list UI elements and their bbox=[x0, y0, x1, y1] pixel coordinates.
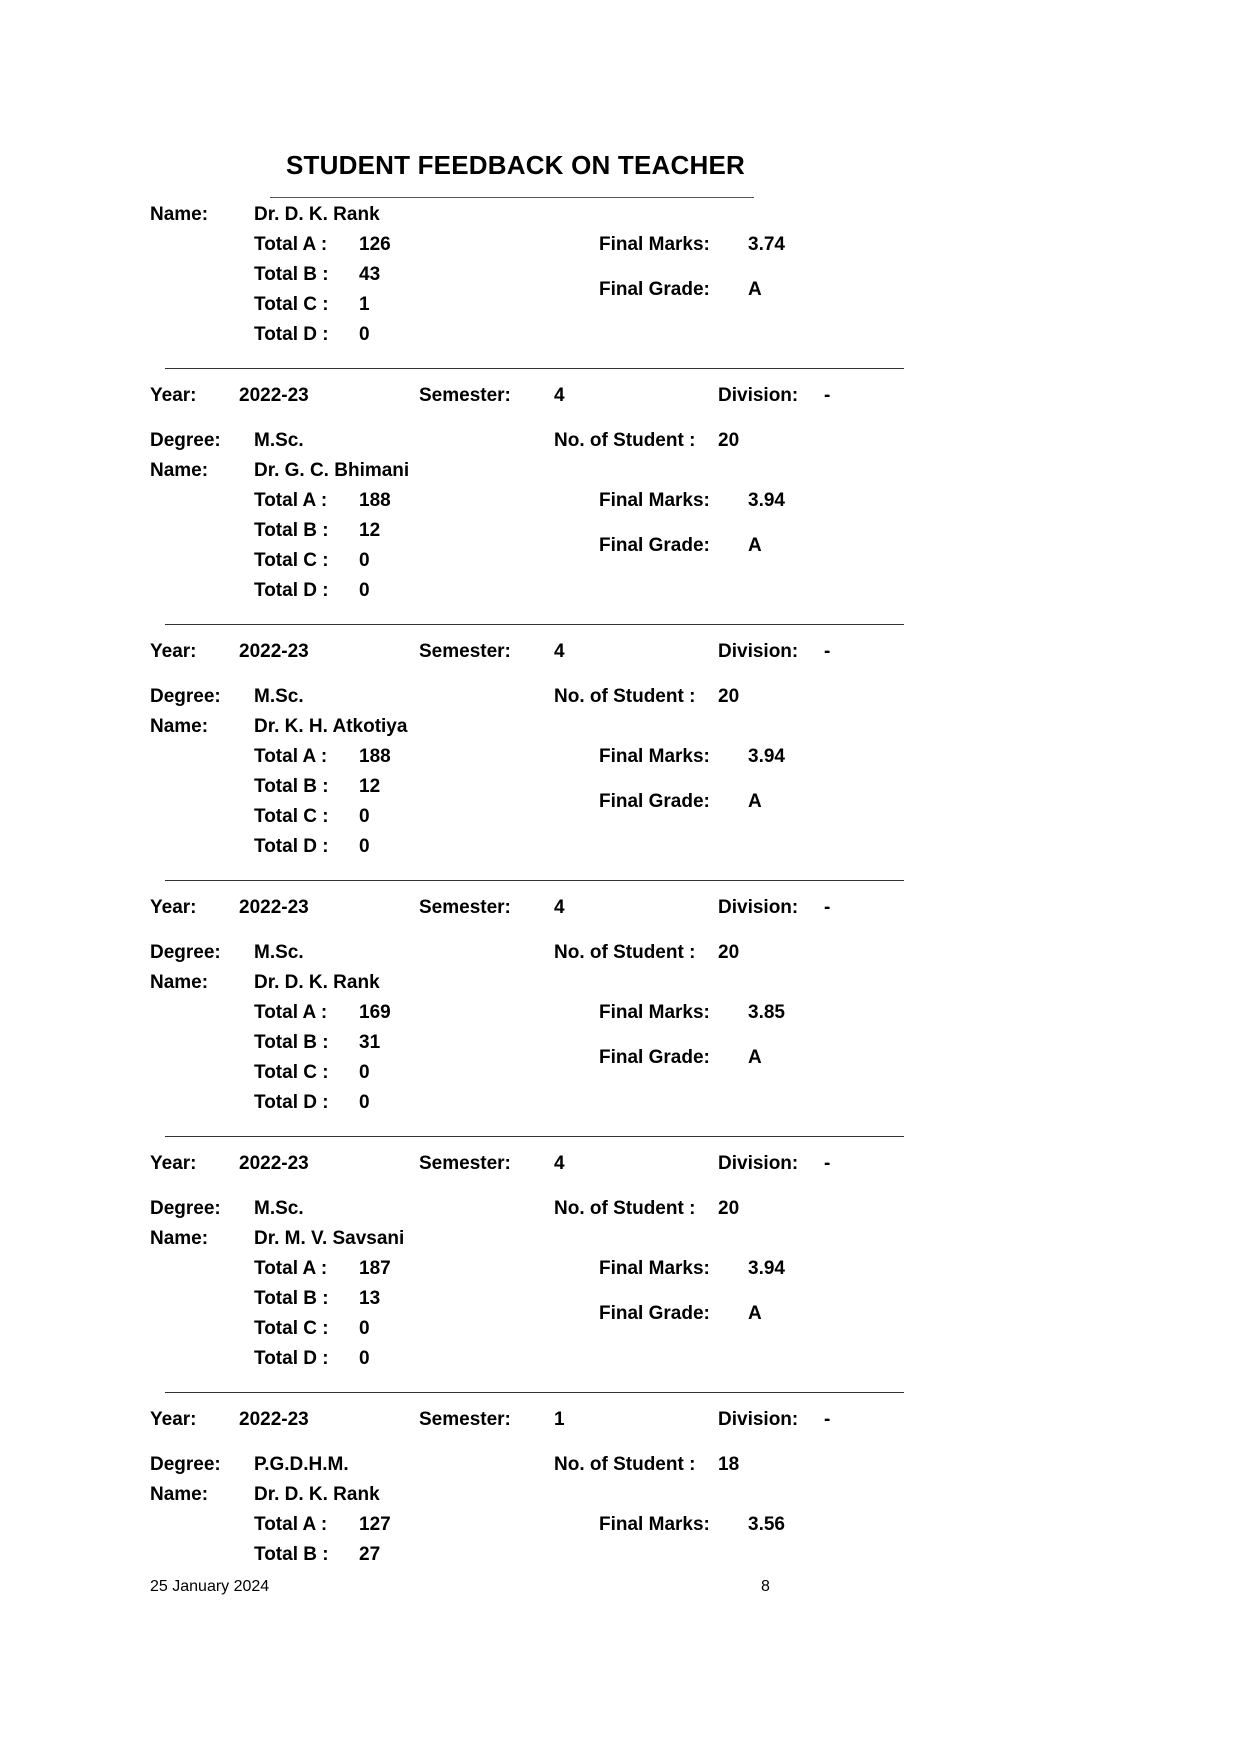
final-grade-value: A bbox=[748, 1047, 762, 1068]
total-c-value: 1 bbox=[359, 294, 370, 315]
final-grade-value: A bbox=[748, 791, 762, 812]
total-b-label: Total B : bbox=[254, 776, 329, 797]
degree-label: Degree: bbox=[150, 430, 221, 451]
total-b-label: Total B : bbox=[254, 1032, 329, 1053]
degree-value: M.Sc. bbox=[254, 430, 304, 451]
total-a-value: 169 bbox=[359, 1002, 391, 1023]
semester-label: Semester: bbox=[419, 641, 511, 662]
division-label: Division: bbox=[718, 641, 799, 662]
teacher-name: Dr. D. K. Rank bbox=[254, 972, 380, 993]
teacher-name: Dr. G. C. Bhimani bbox=[254, 460, 410, 481]
total-a-label: Total A : bbox=[254, 490, 328, 511]
final-marks-label: Final Marks: bbox=[599, 1002, 710, 1023]
total-d-value: 0 bbox=[359, 1348, 370, 1369]
year-label: Year: bbox=[150, 385, 197, 406]
year-value: 2022-23 bbox=[239, 385, 309, 406]
total-b-label: Total B : bbox=[254, 264, 329, 285]
total-d-label: Total D : bbox=[254, 324, 329, 345]
semester-value: 1 bbox=[554, 1409, 565, 1430]
section-divider bbox=[165, 1136, 904, 1137]
total-b-label: Total B : bbox=[254, 520, 329, 541]
division-value: - bbox=[824, 897, 831, 918]
total-d-label: Total D : bbox=[254, 1092, 329, 1113]
semester-value: 4 bbox=[554, 385, 565, 406]
section-divider bbox=[165, 624, 904, 625]
degree-value: M.Sc. bbox=[254, 1198, 304, 1219]
total-a-label: Total A : bbox=[254, 1258, 328, 1279]
year-value: 2022-23 bbox=[239, 1153, 309, 1174]
section-divider bbox=[165, 368, 904, 369]
total-a-label: Total A : bbox=[254, 1514, 328, 1535]
total-b-value: 12 bbox=[359, 520, 381, 541]
final-grade-value: A bbox=[748, 1303, 762, 1324]
total-a-label: Total A : bbox=[254, 234, 328, 255]
final-marks-label: Final Marks: bbox=[599, 234, 710, 255]
teacher-name: Dr. D. K. Rank bbox=[254, 1484, 380, 1505]
final-marks-value: 3.94 bbox=[748, 746, 785, 767]
total-c-label: Total C : bbox=[254, 806, 329, 827]
final-marks-label: Final Marks: bbox=[599, 746, 710, 767]
semester-label: Semester: bbox=[419, 1153, 511, 1174]
total-b-value: 27 bbox=[359, 1544, 381, 1565]
final-marks-label: Final Marks: bbox=[599, 490, 710, 511]
final-grade-label: Final Grade: bbox=[599, 1047, 710, 1068]
division-label: Division: bbox=[718, 1409, 799, 1430]
final-marks-label: Final Marks: bbox=[599, 1258, 710, 1279]
year-label: Year: bbox=[150, 641, 197, 662]
total-b-label: Total B : bbox=[254, 1288, 329, 1309]
final-grade-value: A bbox=[748, 279, 762, 300]
page-title: STUDENT FEEDBACK ON TEACHER bbox=[286, 150, 745, 180]
final-marks-value: 3.94 bbox=[748, 1258, 785, 1279]
student-count-label: No. of Student : bbox=[554, 942, 696, 963]
division-value: - bbox=[824, 385, 831, 406]
total-a-value: 126 bbox=[359, 234, 391, 255]
final-marks-value: 3.85 bbox=[748, 1002, 785, 1023]
total-d-value: 0 bbox=[359, 580, 370, 601]
teacher-name: Dr. D. K. Rank bbox=[254, 204, 380, 225]
final-marks-value: 3.56 bbox=[748, 1514, 785, 1535]
total-a-value: 127 bbox=[359, 1514, 391, 1535]
degree-label: Degree: bbox=[150, 686, 221, 707]
section-divider bbox=[165, 1392, 904, 1393]
name-label: Name: bbox=[150, 460, 209, 481]
name-label: Name: bbox=[150, 972, 209, 993]
section-divider bbox=[165, 880, 904, 881]
total-d-value: 0 bbox=[359, 324, 370, 345]
degree-value: M.Sc. bbox=[254, 942, 304, 963]
final-grade-label: Final Grade: bbox=[599, 1303, 710, 1324]
total-d-label: Total D : bbox=[254, 580, 329, 601]
degree-value: M.Sc. bbox=[254, 686, 304, 707]
teacher-name: Dr. M. V. Savsani bbox=[254, 1228, 405, 1249]
total-c-value: 0 bbox=[359, 1318, 370, 1339]
footer-date: 25 January 2024 bbox=[150, 1578, 270, 1595]
division-value: - bbox=[824, 641, 831, 662]
final-grade-label: Final Grade: bbox=[599, 535, 710, 556]
student-count-label: No. of Student : bbox=[554, 1198, 696, 1219]
footer-page-number: 8 bbox=[761, 1578, 770, 1595]
total-d-value: 0 bbox=[359, 1092, 370, 1113]
total-a-value: 188 bbox=[359, 490, 391, 511]
degree-value: P.G.D.H.M. bbox=[254, 1454, 349, 1475]
final-marks-value: 3.94 bbox=[748, 490, 785, 511]
division-label: Division: bbox=[718, 1153, 799, 1174]
total-a-value: 187 bbox=[359, 1258, 391, 1279]
total-d-label: Total D : bbox=[254, 836, 329, 857]
semester-value: 4 bbox=[554, 897, 565, 918]
final-grade-label: Final Grade: bbox=[599, 791, 710, 812]
semester-value: 4 bbox=[554, 641, 565, 662]
division-value: - bbox=[824, 1409, 831, 1430]
year-value: 2022-23 bbox=[239, 897, 309, 918]
total-b-value: 12 bbox=[359, 776, 381, 797]
final-marks-value: 3.74 bbox=[748, 234, 785, 255]
student-count-value: 20 bbox=[718, 1198, 740, 1219]
name-label: Name: bbox=[150, 1484, 209, 1505]
year-label: Year: bbox=[150, 1409, 197, 1430]
total-c-label: Total C : bbox=[254, 1318, 329, 1339]
name-label: Name: bbox=[150, 204, 209, 225]
title-underline bbox=[270, 197, 754, 198]
degree-label: Degree: bbox=[150, 942, 221, 963]
total-b-value: 13 bbox=[359, 1288, 381, 1309]
total-a-label: Total A : bbox=[254, 1002, 328, 1023]
total-b-label: Total B : bbox=[254, 1544, 329, 1565]
total-d-label: Total D : bbox=[254, 1348, 329, 1369]
division-label: Division: bbox=[718, 385, 799, 406]
student-count-value: 20 bbox=[718, 430, 740, 451]
name-label: Name: bbox=[150, 1228, 209, 1249]
total-b-value: 43 bbox=[359, 264, 381, 285]
total-b-value: 31 bbox=[359, 1032, 381, 1053]
total-a-label: Total A : bbox=[254, 746, 328, 767]
student-count-label: No. of Student : bbox=[554, 686, 696, 707]
final-grade-label: Final Grade: bbox=[599, 279, 710, 300]
semester-label: Semester: bbox=[419, 1409, 511, 1430]
semester-label: Semester: bbox=[419, 385, 511, 406]
student-count-value: 18 bbox=[718, 1454, 740, 1475]
division-value: - bbox=[824, 1153, 831, 1174]
semester-value: 4 bbox=[554, 1153, 565, 1174]
total-a-value: 188 bbox=[359, 746, 391, 767]
student-count-label: No. of Student : bbox=[554, 430, 696, 451]
semester-label: Semester: bbox=[419, 897, 511, 918]
teacher-name: Dr. K. H. Atkotiya bbox=[254, 716, 408, 737]
total-c-value: 0 bbox=[359, 550, 370, 571]
final-grade-value: A bbox=[748, 535, 762, 556]
total-c-label: Total C : bbox=[254, 550, 329, 571]
student-count-label: No. of Student : bbox=[554, 1454, 696, 1475]
student-count-value: 20 bbox=[718, 686, 740, 707]
year-value: 2022-23 bbox=[239, 641, 309, 662]
year-label: Year: bbox=[150, 1153, 197, 1174]
total-c-value: 0 bbox=[359, 806, 370, 827]
degree-label: Degree: bbox=[150, 1198, 221, 1219]
total-c-value: 0 bbox=[359, 1062, 370, 1083]
division-label: Division: bbox=[718, 897, 799, 918]
total-d-value: 0 bbox=[359, 836, 370, 857]
degree-label: Degree: bbox=[150, 1454, 221, 1475]
final-marks-label: Final Marks: bbox=[599, 1514, 710, 1535]
student-count-value: 20 bbox=[718, 942, 740, 963]
total-c-label: Total C : bbox=[254, 1062, 329, 1083]
total-c-label: Total C : bbox=[254, 294, 329, 315]
year-label: Year: bbox=[150, 897, 197, 918]
name-label: Name: bbox=[150, 716, 209, 737]
year-value: 2022-23 bbox=[239, 1409, 309, 1430]
